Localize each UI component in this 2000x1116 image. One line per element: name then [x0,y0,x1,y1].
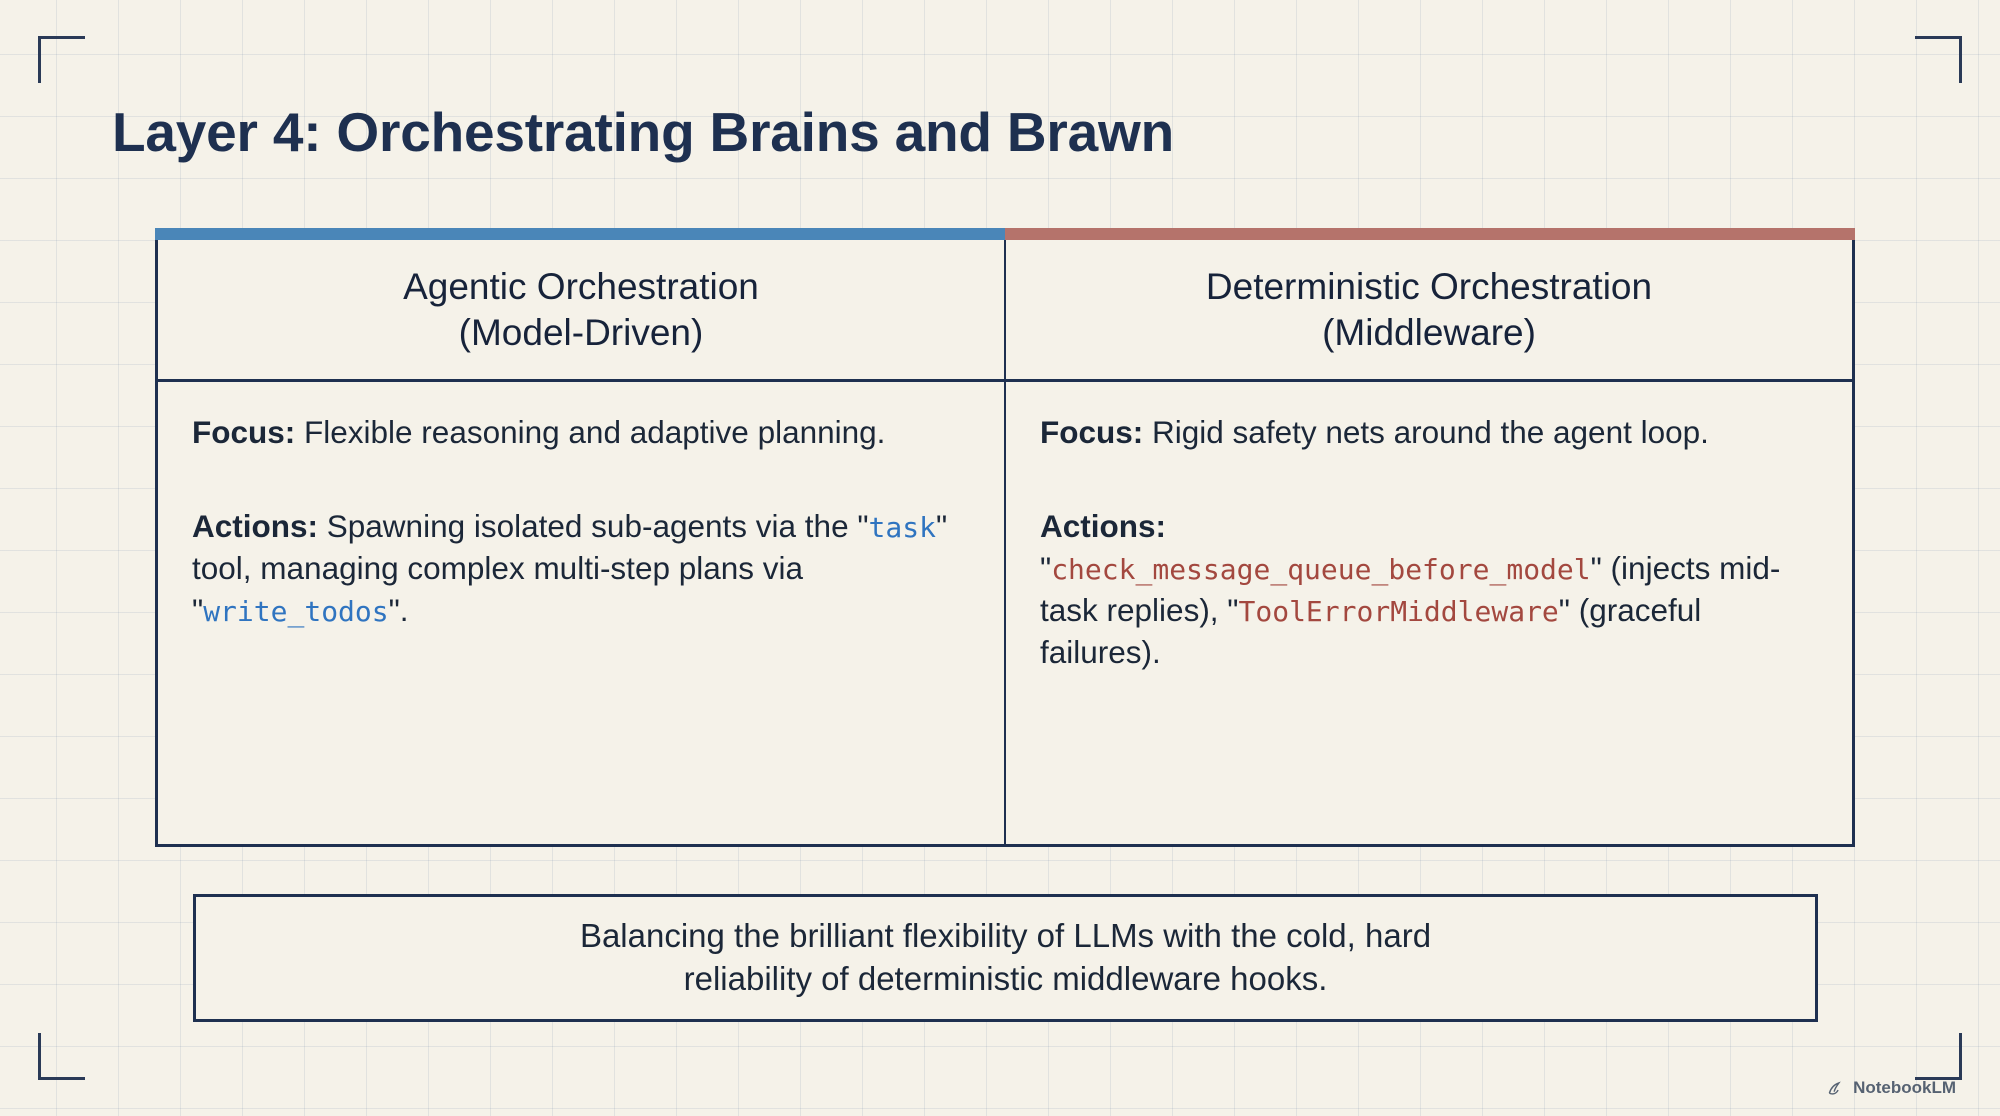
column-accent-bar-left [155,228,1005,240]
column-header-left-line1: Agentic Orchestration [403,266,759,308]
actions-prefix-left: Spawning isolated sub-agents via the " [318,507,869,544]
column-body-left [155,382,1005,847]
column-header-right [1005,240,1855,382]
actions-label-left: Actions: [192,507,318,544]
summary-box [193,894,1818,1022]
focus-text-right: Rigid safety nets around the agent loop. [1143,414,1709,450]
actions-mid-left: " tool, managing complex multi-step plans via " [192,507,948,628]
actions-label-right: Actions: [1040,507,1166,544]
focus-label-left: Focus: [192,414,296,450]
focus-block-right [1040,412,1818,454]
notebooklm-watermark [1827,1078,1956,1098]
summary-line-1: Balancing the brilliant flexibility of LLMs with the cold, hard [579,917,1432,955]
focus-text-left: Flexible reasoning and adaptive planning. [295,414,886,450]
focus-label-right: Focus: [1040,414,1144,450]
column-deterministic-orchestration [1005,228,1855,847]
column-accent-bar-right [1005,228,1855,240]
actions-text-right [1040,548,1818,674]
focus-block-left [192,412,970,454]
page-title: Layer 4: Orchestrating Brains and Brawn [112,101,1174,163]
actions-suffix-left: ". [388,591,409,628]
column-header-left [155,240,1005,382]
code-token-task: task [868,510,936,544]
summary-line-2: reliability of deterministic middleware hooks. [683,960,1328,997]
code-token-check-message-queue: check_message_queue_before_model [1051,552,1591,586]
actions-prefix-right: " [1040,549,1052,586]
column-header-right-line2: (Middleware) [1322,311,1536,353]
column-header-right-line1: Deterministic Orchestration [1205,266,1653,308]
actions-block-right [1040,506,1818,674]
comparison-table [155,228,1855,847]
notebooklm-label: NotebookLM [1853,1078,1956,1097]
column-agentic-orchestration [155,228,1005,847]
notebooklm-logo-icon [1827,1079,1846,1098]
actions-suffix-right: " (graceful failures). [1040,591,1702,670]
actions-block-left [192,506,970,632]
code-token-tool-error-middleware: ToolErrorMiddleware [1238,594,1559,628]
column-body-right [1005,382,1855,847]
actions-mid-right: " (injects mid-task replies), " [1040,549,1781,628]
code-token-write-todos: write_todos [203,594,389,628]
column-header-left-line2: (Model-Driven) [458,311,704,353]
